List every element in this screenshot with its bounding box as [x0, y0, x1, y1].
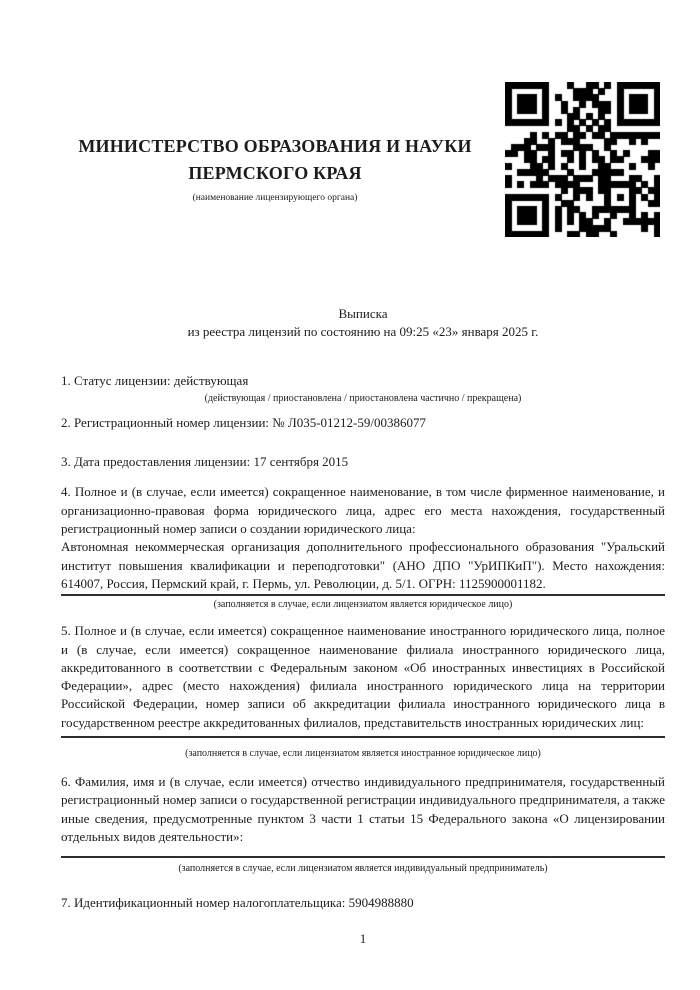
licensing-authority-name-line2: ПЕРМСКОГО КРАЯ: [188, 163, 362, 183]
page-number: 1: [359, 930, 367, 946]
license-status-caption: (действующая / приостановлена / приостановлена частично / прекращена): [204, 392, 522, 404]
licensing-authority-name-line1: МИНИСТЕРСТВО ОБРАЗОВАНИЯ И НАУКИ: [78, 136, 472, 156]
individual-entrepreneur-intro: 6. Фамилия, имя и (в случае, если имеется) отчество индивидуального предпринимателя, государственный регистрационный номер записи о государственной регистрации индивидуального предпринимателя, а также иные сведения, предусмотренные пунктом 3 части 1 статьи 15 Федерального закона «О лицензировании отдельных видов деятельности»:: [61, 774, 665, 844]
legal-entity-intro: 4. Полное и (в случае, если имеется) сокращенное наименование, в том числе фирменное наименование, и организационно-правовая форма юридического лица, адрес его места нахождения, государственный регистрационный номер записи о создании юридического лица:: [61, 484, 665, 537]
document-title-line2: из реестра лицензий по состоянию на 09:25 «23» января 2025 г.: [187, 324, 539, 340]
document-body: [61, 305, 665, 948]
document-title-line1: Выписка: [338, 306, 388, 321]
license-status-line: 1. Статус лицензии: действующая: [61, 372, 249, 388]
qr-code-icon: [505, 82, 660, 237]
foreign-entity-caption: (заполняется в случае, если лицензиатом является иностранное юридическое лицо): [185, 748, 541, 760]
individual-entrepreneur-caption: (заполняется в случае, если лицензиатом является индивидуальный предприниматель): [178, 863, 548, 875]
foreign-entity-blank-line: [61, 736, 665, 738]
individual-entrepreneur-blank-line: [61, 856, 665, 858]
licensing-authority-block: [45, 133, 505, 204]
legal-entity-caption: (заполняется в случае, если лицензиатом является юридическое лицо): [213, 599, 513, 611]
licensing-authority-caption: (наименование лицензирующего органа): [192, 193, 358, 203]
legal-entity-value: Автономная некоммерческая организация дополнительного профессионального образования "Уральский институт повышения квалификации и переподготовки" (АНО ДПО "УрИПКиП"). Место нахождения: 614007, Россия, Пермский край, г. Пермь, ул. Революции, д. 5/1. ОГРН: 1125900001182.: [61, 538, 665, 596]
individual-entrepreneur-section: [61, 773, 665, 875]
document-title: [61, 305, 665, 342]
legal-entity-section: [61, 483, 665, 611]
qr-code: [505, 82, 660, 237]
license-reg-number-line: 2. Регистрационный номер лицензии: № Л035-01212-59/00386077: [61, 414, 427, 430]
license-grant-date-line: 3. Дата предоставления лицензии: 17 сентября 2015: [61, 454, 349, 470]
foreign-entity-intro: 5. Полное и (в случае, если имеется) сокращенное наименование иностранного юридического лица, полное и (в случае, если имеется) сокращенное наименование филиала иностранного юридического лица, аккредитованного в соответствии с Федеральным законом «Об иностранных инвестициях в Российской Федерации», адрес (место нахождения) филиала иностранного юридического лица на территории Российской Федерации, номер записи об аккредитации филиала иностранного юридического лица в государственном реестре аккредитованных филиалов, представительств иностранных юридических лиц:: [61, 623, 665, 730]
foreign-entity-section: [61, 622, 665, 760]
taxpayer-inn-line: 7. Идентификационный номер налогоплательщика: 5904988880: [61, 895, 414, 911]
